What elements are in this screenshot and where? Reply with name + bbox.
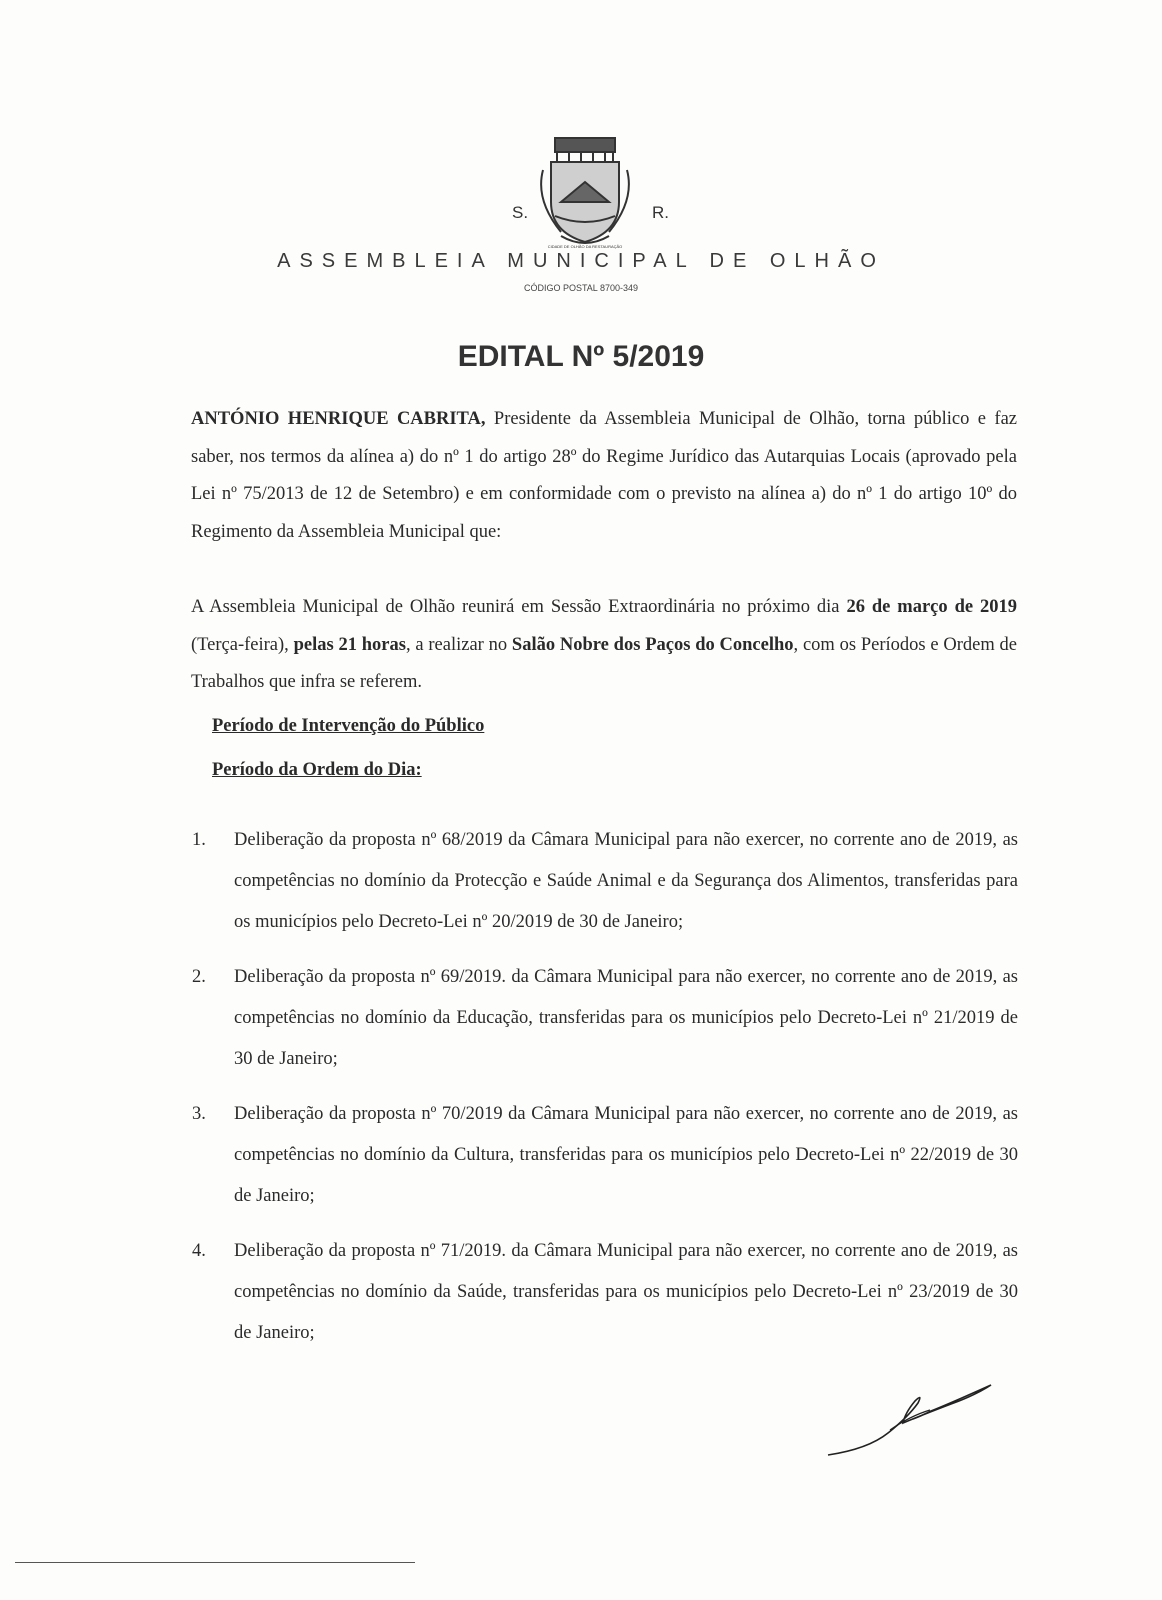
meeting-venue: Salão Nobre dos Paços do Concelho bbox=[511, 634, 794, 655]
meeting-time: pelas 21 horas bbox=[293, 634, 406, 655]
intro-paragraph bbox=[191, 401, 1017, 551]
item-number: 3. bbox=[192, 1104, 206, 1124]
svg-text:CIDADE DE OLHÃO DA RESTAURAÇÃO: CIDADE DE OLHÃO DA RESTAURAÇÃO bbox=[547, 244, 623, 249]
item-text: Deliberação da proposta nº 70/2019 da Câmara Municipal para não exercer, no corrente ano de 2019, as competências no domínio da Cultura, transferidas para os municípios pelo Decreto-Lei nº 22/2019 de 30 de Janeiro; bbox=[234, 1104, 1018, 1206]
item-number: 1. bbox=[192, 830, 206, 850]
president-name: ANTÓNIO HENRIQUE CABRITA, bbox=[191, 409, 486, 429]
postal-code: CÓDIGO POSTAL 8700-349 bbox=[523, 283, 639, 293]
assembly-name: ASSEMBLEIA MUNICIPAL DE OLHÃO bbox=[277, 250, 885, 272]
meeting-part3: , a realizar no bbox=[405, 634, 512, 655]
meeting-part2: (Terça-feira), bbox=[191, 634, 294, 655]
list-item bbox=[192, 957, 1018, 1080]
item-text: Deliberação da proposta nº 68/2019 da Câmara Municipal para não exercer, no corrente ano de 2019, as competências no domínio da Protecção e Saúde Animal e da Segurança dos Alimentos, transferidas para os municípios pelo Decreto-Lei nº 20/2019 de 30 de Janeiro; bbox=[234, 830, 1018, 932]
section-public-intervention: Período de Intervenção do Público bbox=[212, 716, 485, 736]
item-number: 2. bbox=[192, 967, 206, 987]
meeting-paragraph bbox=[191, 589, 1017, 702]
divider bbox=[15, 1562, 415, 1563]
list-item bbox=[192, 1231, 1018, 1354]
agenda-list bbox=[192, 820, 1018, 1368]
item-text: Deliberação da proposta nº 71/2019. da Câmara Municipal para não exercer, no corrente ano de 2019, as competências no domínio da Saúde, transferidas para os municípios pelo Decreto-Lei nº 23/2019 de 30 de Janeiro; bbox=[234, 1241, 1018, 1343]
meeting-date: 26 de março de 2019 bbox=[846, 597, 1017, 617]
crest-letter-s: S. bbox=[512, 203, 529, 222]
edital-title: EDITAL Nº 5/2019 bbox=[457, 340, 705, 373]
municipal-crest-icon bbox=[533, 130, 637, 250]
list-item bbox=[192, 1094, 1018, 1217]
signature-icon bbox=[820, 1360, 1000, 1470]
item-text: Deliberação da proposta nº 69/2019. da Câmara Municipal para não exercer, no corrente ano de 2019, as competências no domínio da Educação, transferidas para os municípios pelo Decreto-Lei nº 21/2019 de 30 de Janeiro; bbox=[234, 967, 1018, 1069]
intro-text: Presidente da Assembleia Municipal de Olhão, torna público e faz saber, nos termos da alínea a) do nº 1 do artigo 28º do Regime Jurídico das Autarquias Locais (aprovado pela Lei nº 75/2013 de 12 de Setembro) e em conformidade com o previsto na alínea a) do nº 1 do artigo 10º do Regimento da Assembleia Municipal que: bbox=[191, 409, 1017, 542]
meeting-part1: A Assembleia Municipal de Olhão reunirá em Sessão Extraordinária no próximo dia bbox=[191, 597, 847, 617]
section-order-of-day: Período da Ordem do Dia: bbox=[212, 760, 422, 780]
meeting-part4: , com os Períodos e Ordem de Trabalhos que infra se referem. bbox=[191, 634, 1017, 692]
crest-letter-r: R. bbox=[652, 203, 669, 222]
item-number: 4. bbox=[192, 1241, 206, 1261]
list-item bbox=[192, 820, 1018, 943]
